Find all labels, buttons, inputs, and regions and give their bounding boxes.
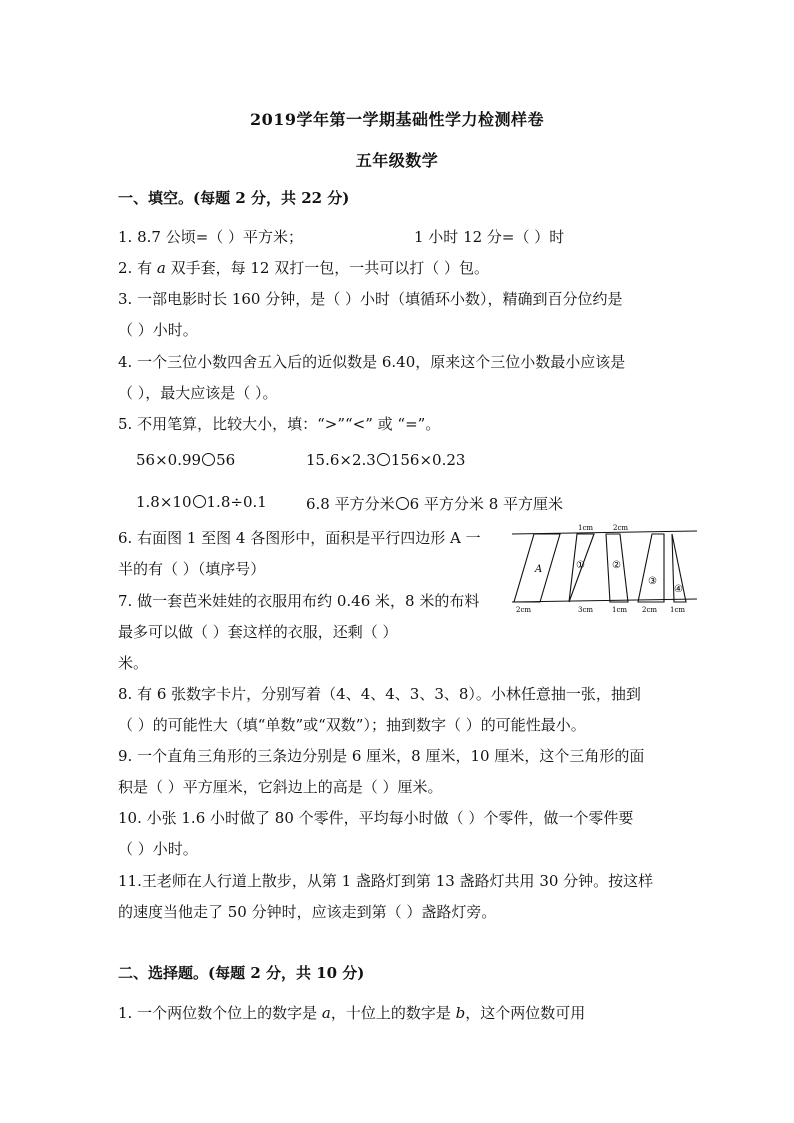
compare-circle[interactable] (193, 495, 206, 508)
section-1-heading: 一、填空。(每题 2 分，共 22 分) (118, 189, 350, 207)
compare-2-left: 15.6×2.3 (306, 451, 376, 469)
question-10a: 10. 小张 1.6 小时做了 80 个零件，平均每小时做（ ）个零件，做一个零件要 (118, 809, 634, 827)
question-9b: 积是（ ）平方厘米，它斜边上的高是（ ）厘米。 (118, 778, 443, 796)
choice-1-suffix: ，这个两位数可用 (465, 1004, 586, 1022)
compare-1-right: 56 (216, 451, 236, 469)
choice-1-middle: ，十位上的数字是 (330, 1004, 456, 1022)
shape-label-a: A (535, 564, 543, 575)
figure-bottom-label: 1cm (670, 606, 686, 614)
compare-circle[interactable] (396, 497, 409, 510)
shape-label-1: ① (576, 560, 585, 571)
question-8a: 8. 有 6 张数字卡片，分别写着（4、4、4、3、3、8）。小林任意抽一张，抽到 (118, 685, 641, 703)
question-7c: 米。 (118, 654, 149, 672)
question-6b: 半的有（ ）（填序号） (118, 560, 266, 578)
compare-circle[interactable] (202, 453, 215, 466)
question-5: 5. 不用笔算，比较大小，填：“>”“<” 或 “=”。 (118, 415, 441, 433)
question-4a: 4. 一个三位小数四舍五入后的近似数是 6.40，原来这个三位小数最小应该是 (118, 353, 626, 371)
compare-4-left: 6.8 平方分米 (306, 495, 395, 513)
question-11b: 的速度当他走了 50 分钟时，应该走到第（ ）盏路灯旁。 (118, 903, 497, 921)
question-2-variable: a (156, 259, 166, 277)
figure-bottom-label: 1cm (612, 606, 628, 614)
question-7a: 7. 做一套芭米娃娃的衣服用布约 0.46 米，8 米的布料 (118, 592, 480, 610)
question-7b: 最多可以做（ ）套这样的衣服，还剩（ ） (118, 623, 398, 641)
question-9a: 9. 一个直角三角形的三条边分别是 6 厘米，8 厘米，10 厘米，这个三角形的面 (118, 747, 645, 765)
choice-1-variable-a: a (321, 1004, 331, 1022)
compare-3-left: 1.8×10 (136, 493, 192, 511)
page-subtitle: 五年级数学 (355, 151, 439, 170)
figure-top-label-2: 2cm (613, 524, 629, 532)
question-8b: （ ）的可能性大（填“单数”或“双数”）；抽到数字（ ）的可能性最小。 (118, 716, 586, 734)
compare-2 (306, 451, 465, 469)
compare-2-right: 156×0.23 (390, 451, 466, 469)
shape-label-3: ③ (648, 576, 657, 587)
page-title: 2019学年第一学期基础性学力检测样卷 (249, 110, 545, 129)
question-3b: （ ）小时。 (118, 321, 198, 339)
compare-1 (136, 451, 235, 469)
parallelogram-figure (502, 520, 702, 616)
figure-bottom-label: 3cm (578, 606, 594, 614)
shape-label-4: ④ (674, 584, 683, 595)
compare-4 (306, 493, 563, 514)
compare-3 (136, 493, 267, 511)
figure-top-label-1: 1cm (578, 524, 594, 532)
choice-1-variable-b: b (455, 1004, 466, 1022)
question-2-prefix: 2. 有 (118, 259, 157, 277)
question-11a: 11.王老师在人行道上散步，从第 1 盏路灯到第 13 盏路灯共用 30 分钟。按这样 (118, 872, 654, 890)
choice-1-prefix: 1. 一个两位数个位上的数字是 (118, 1004, 322, 1022)
question-6a: 6. 右面图 1 至图 4 各图形中，面积是平行四边形 A 一 (118, 529, 481, 547)
figure-bottom-label: 2cm (516, 606, 532, 614)
compare-1-left: 56×0.99 (136, 451, 202, 469)
question-10b: （ ）小时。 (118, 840, 198, 858)
figure-bottom-label: 2cm (642, 606, 658, 614)
question-2-suffix: 双手套，每 12 双打一包，一共可以打（ ）包。 (165, 259, 489, 277)
question-1a: 1. 8.7 公顷=（ ）平方米； (118, 228, 304, 246)
question-3a: 3. 一部电影时长 160 分钟，是（ ）小时（填循环小数），精确到百分位约是 (118, 290, 623, 308)
question-4b: （ ），最大应该是（ ）。 (118, 384, 278, 402)
compare-4-right: 6 平方分米 8 平方厘米 (409, 495, 564, 513)
shape-label-2: ② (612, 560, 621, 571)
choice-question-1 (118, 1002, 585, 1023)
question-1b: 1 小时 12 分=（ ）时 (414, 228, 565, 246)
section-2-heading: 二、选择题。(每题 2 分，共 10 分) (118, 964, 365, 982)
compare-circle[interactable] (377, 453, 390, 466)
compare-3-right: 1.8÷0.1 (206, 493, 267, 511)
question-2 (118, 257, 489, 278)
